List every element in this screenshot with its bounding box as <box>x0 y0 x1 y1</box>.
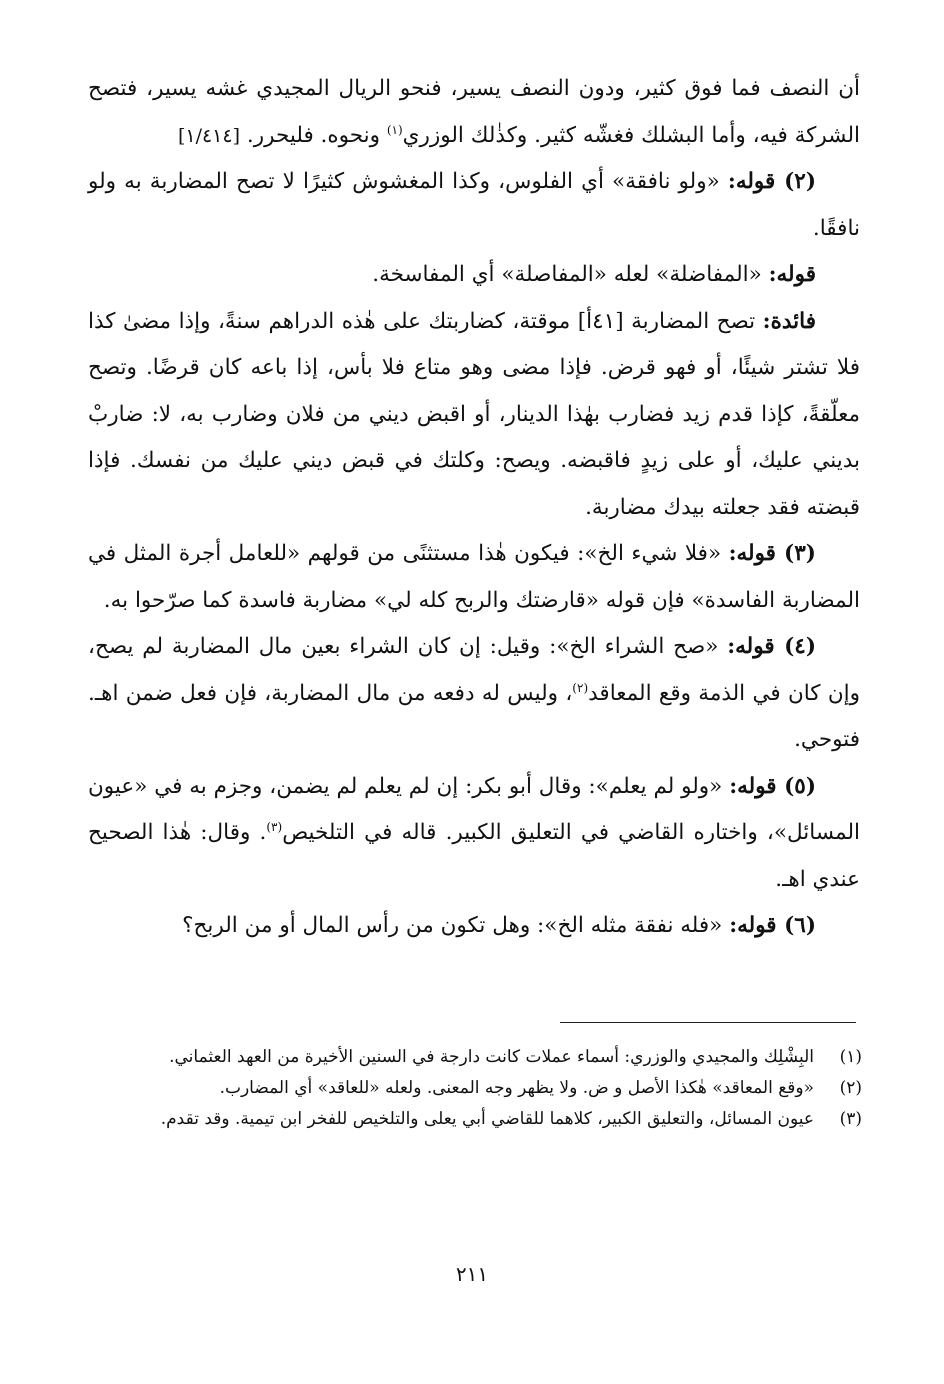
paragraph-text: «فله نفقة مثله الخ»: وهل تكون من رأس المال أو من الربح؟ <box>182 913 730 938</box>
footnote-item <box>92 1073 862 1104</box>
page-number: ٢١١ <box>455 1262 489 1286</box>
paragraph-note-2 <box>88 159 860 252</box>
note-heading: (٦) قوله: <box>729 913 816 938</box>
footnote-text: «وقع المعاقد» هٰكذا الأصل و ض. ولا يظهر وجه المعنى. ولعله «للعاقد» أي المضارب. <box>219 1078 814 1098</box>
footnote-item <box>92 1104 862 1135</box>
footnote-separator <box>560 1022 856 1023</box>
footnote-text: البِشْلِك والمجيدي والوزري: أسماء عملات كانت دارجة في السنين الأخيرة من العهد العثماني. <box>169 1047 814 1067</box>
volume-page-reference: [١/٤١٤] <box>177 124 241 147</box>
paragraph-text: «فلا شيء الخ»: فيكون هٰذا مستثنًى من قولهم «للعامل أجرة المثل في المضاربة الفاسدة» فإن قوله «قارضتك والربح كله لي» مضاربة فاسدة كما صرّحوا به. <box>88 541 860 613</box>
paragraph-text: أن النصف فما فوق كثير، ودون النصف يسير، فنحو الريال المجيدي غشه يسير، فتصح الشركة فيه، وأما البشلك فغشّه كثير. وكذٰلك الوزري <box>88 76 860 148</box>
paragraph-note-5 <box>88 764 860 904</box>
footnote-text: عيون المسائل، والتعليق الكبير، كلاهما للقاضي أبي يعلى والتلخيص للفخر ابن تيمية. وقد تقدم. <box>160 1109 814 1129</box>
footnote-marker: (١) <box>386 122 403 137</box>
paragraph-note-4 <box>88 624 860 764</box>
paragraph-text-tail: . وقال: هٰذا الصحيح عندي اهـ. <box>88 820 860 892</box>
note-heading: (٢) قوله: <box>727 169 816 194</box>
footnote-number: (٣) <box>839 1109 862 1129</box>
footnote-number: (١) <box>839 1047 862 1067</box>
paragraph-text-tail: ونحوه. فليحرر. <box>246 122 387 148</box>
paragraph-note-3 <box>88 531 860 624</box>
paragraph-note-6 <box>88 903 860 950</box>
footnote-number: (٢) <box>839 1078 862 1098</box>
paragraph-text-tail: ، وليس له دفعه من مال المضاربة، فإن فعل ضمن اهـ. فتوحي. <box>88 680 860 752</box>
paragraph-text: تصح المضاربة [٤١أ] موقتة، كضاربتك على هٰذه الدراهم سنةً، وإذا مضىٰ كذا فلا تشتر شيئًا، أو فهو قرض. فإذا مضى وهو متاع فلا بأس، إذا باعه كان قرضًا. وتصح معلّقةً، كإذا قدم زيد فضارب بهٰذا الدينار، أو اقبض ديني من فلان وضارب به، لا: ضاربْ بديني عليك، أو على زيدٍ فاقبضه. ويصح: وكلتك في قبض ديني عليك من نفسك. فإذا قبضته فقد جعلته بيدك مضاربة. <box>88 308 860 520</box>
paragraph-text: «ولو نافقة» أي الفلوس، وكذا المغشوش كثيرًا لا تصح المضاربة به ولو نافقًا. <box>88 169 860 241</box>
note-heading: (٥) قوله: <box>729 773 816 799</box>
paragraph-continuation <box>88 66 860 159</box>
paragraph-text: «ولو لم يعلم»: وقال أبو بكر: إن لم يعلم لم يضمن، وجزم به في «عيون المسائل»، واختاره القاضي في التعليق الكبير. قاله في التلخيص <box>88 773 860 845</box>
footnote-marker: (٢) <box>572 680 589 695</box>
paragraph-mufadala <box>88 252 860 299</box>
note-heading: (٤) قوله: <box>727 634 816 659</box>
note-heading: (٣) قوله: <box>728 541 816 566</box>
paragraph-text: «المفاضلة» لعله «المفاصلة» أي المفاسخة. <box>372 262 769 287</box>
footnote-item <box>92 1042 862 1073</box>
paragraph-text: «صح الشراء الخ»: وقيل: إن كان الشراء بعين مال المضاربة لم يصح، وإن كان في الذمة وقع المعاقد <box>88 634 860 706</box>
footnotes <box>92 1042 862 1135</box>
footnote-marker: (٣) <box>266 819 283 834</box>
paragraph-faida <box>88 299 860 532</box>
note-heading: فائدة: <box>762 308 816 334</box>
main-text <box>88 66 860 950</box>
note-heading: قوله: <box>768 262 816 287</box>
